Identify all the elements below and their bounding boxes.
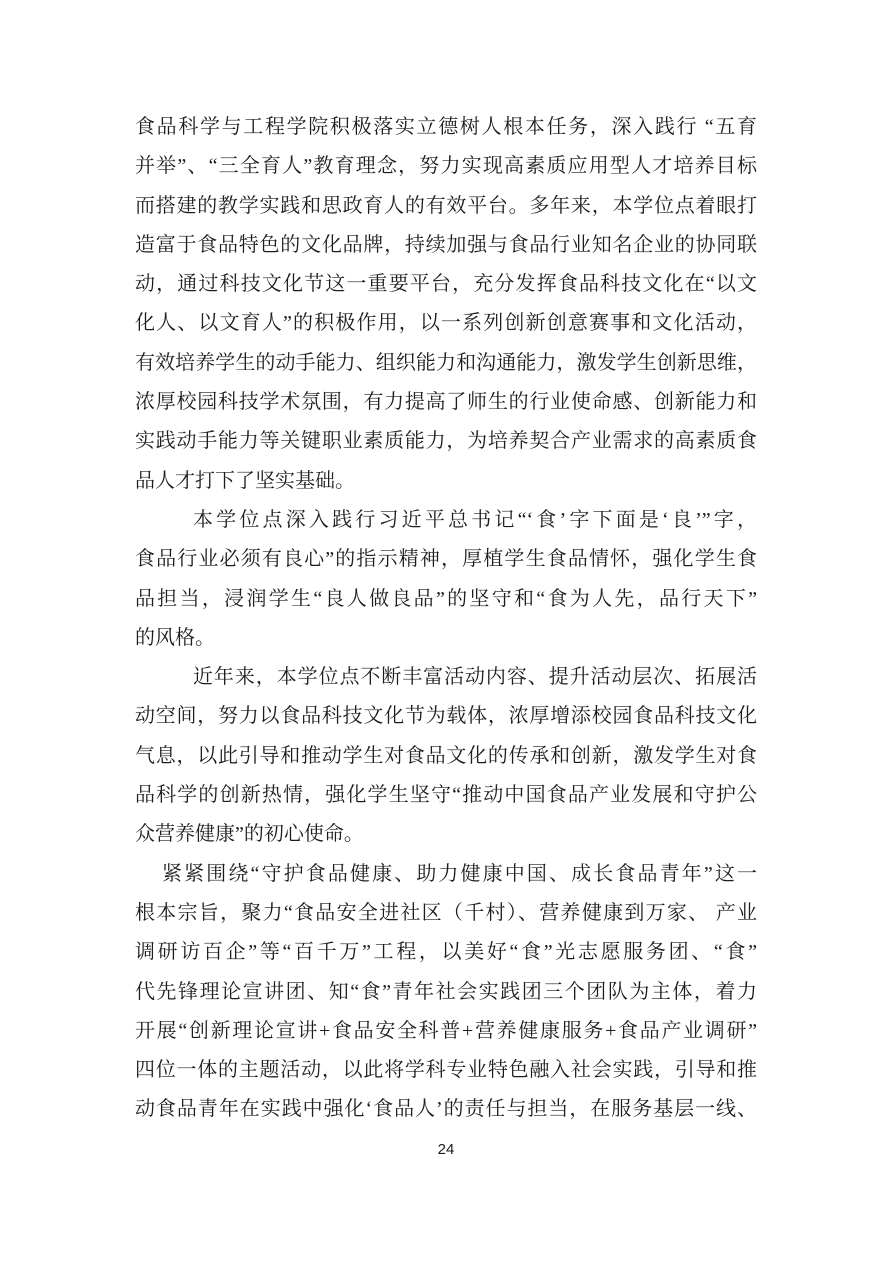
text-line: 众营养健康”的初心使命。 [135, 823, 364, 846]
text-line: 品科学的创新热情，强化学生坚守“推动中国食品产业发展和守护公 [135, 784, 757, 807]
text-line: 代先锋理论宣讲团、知“食”青年社会实践团三个团队为主体，着力 [135, 980, 757, 1003]
text-line: 化人、以文育人”的积极作用，以一系列创新创意赛事和文化活动， [135, 312, 757, 335]
text-line: 有效培养学生的动手能力、组织能力和沟通能力，激发学生创新思维， [135, 351, 757, 374]
text-line: 气息，以此引导和推动学生对食品文化的传承和创新，激发学生对食 [135, 744, 757, 767]
text-line: 品人才打下了坚实基础。 [135, 469, 355, 492]
text-line: 紧紧围绕“守护食品健康、助力健康中国、成长食品青年”这一 [162, 862, 757, 885]
text-line: 根本宗旨，聚力“食品安全进社区（千村）、营养健康到万家、 产业 [135, 901, 757, 924]
text-line: 的风格。 [135, 626, 215, 649]
text-line: 食品科学与工程学院积极落实立德树人根本任务，深入践行 “五育 [135, 116, 757, 138]
text-line: 食品行业必须有良心”的指示精神，厚植学生食品情怀，强化学生食 [135, 548, 757, 571]
text-line: 动，通过科技文化节这一重要平台，充分发挥食品科技文化在“以文 [135, 273, 757, 296]
text-line: 开展“创新理论宣讲+食品安全科普+营养健康服务+食品产业调研” [135, 1019, 757, 1042]
page-number: 24 [437, 1141, 455, 1158]
text-line: 实践动手能力等关键职业素质能力，为培养契合产业需求的高素质食 [135, 430, 757, 453]
text-line: 造富于食品特色的文化品牌，持续加强与食品行业知名企业的协同联 [135, 233, 757, 256]
text-line: 动食品青年在实践中强化‘食品人’的责任与担当，在服务基层一线、 [135, 1098, 757, 1121]
text-line: 而搭建的教学实践和思政育人的有效平台。多年来，本学位点着眼打 [135, 194, 757, 217]
text-line: 并举”、“三全育人”教育理念，努力实现高素质应用型人才培养目标 [135, 155, 757, 178]
text-line: 近年来，本学位点不断丰富活动内容、提升活动层次、拓展活 [193, 666, 757, 689]
text-line: 本学位点深入践行习近平总书记“‘食’字下面是‘良’”字， [193, 508, 757, 531]
text-line: 四位一体的主题活动，以此将学科专业特色融入社会实践，引导和推 [135, 1059, 757, 1082]
text-line: 品担当，浸润学生“良人做良品”的坚守和“食为人先，品行天下” [135, 587, 757, 610]
text-line: 动空间，努力以食品科技文化节为载体，浓厚增添校园食品科技文化 [135, 705, 757, 728]
text-line: 调研访百企”等“百千万”工程，以美好“食”光志愿服务团、“食” [135, 941, 757, 964]
text-line: 浓厚校园科技学术氛围，有力提高了师生的行业使命感、创新能力和 [135, 391, 757, 414]
body-text [135, 108, 757, 1130]
